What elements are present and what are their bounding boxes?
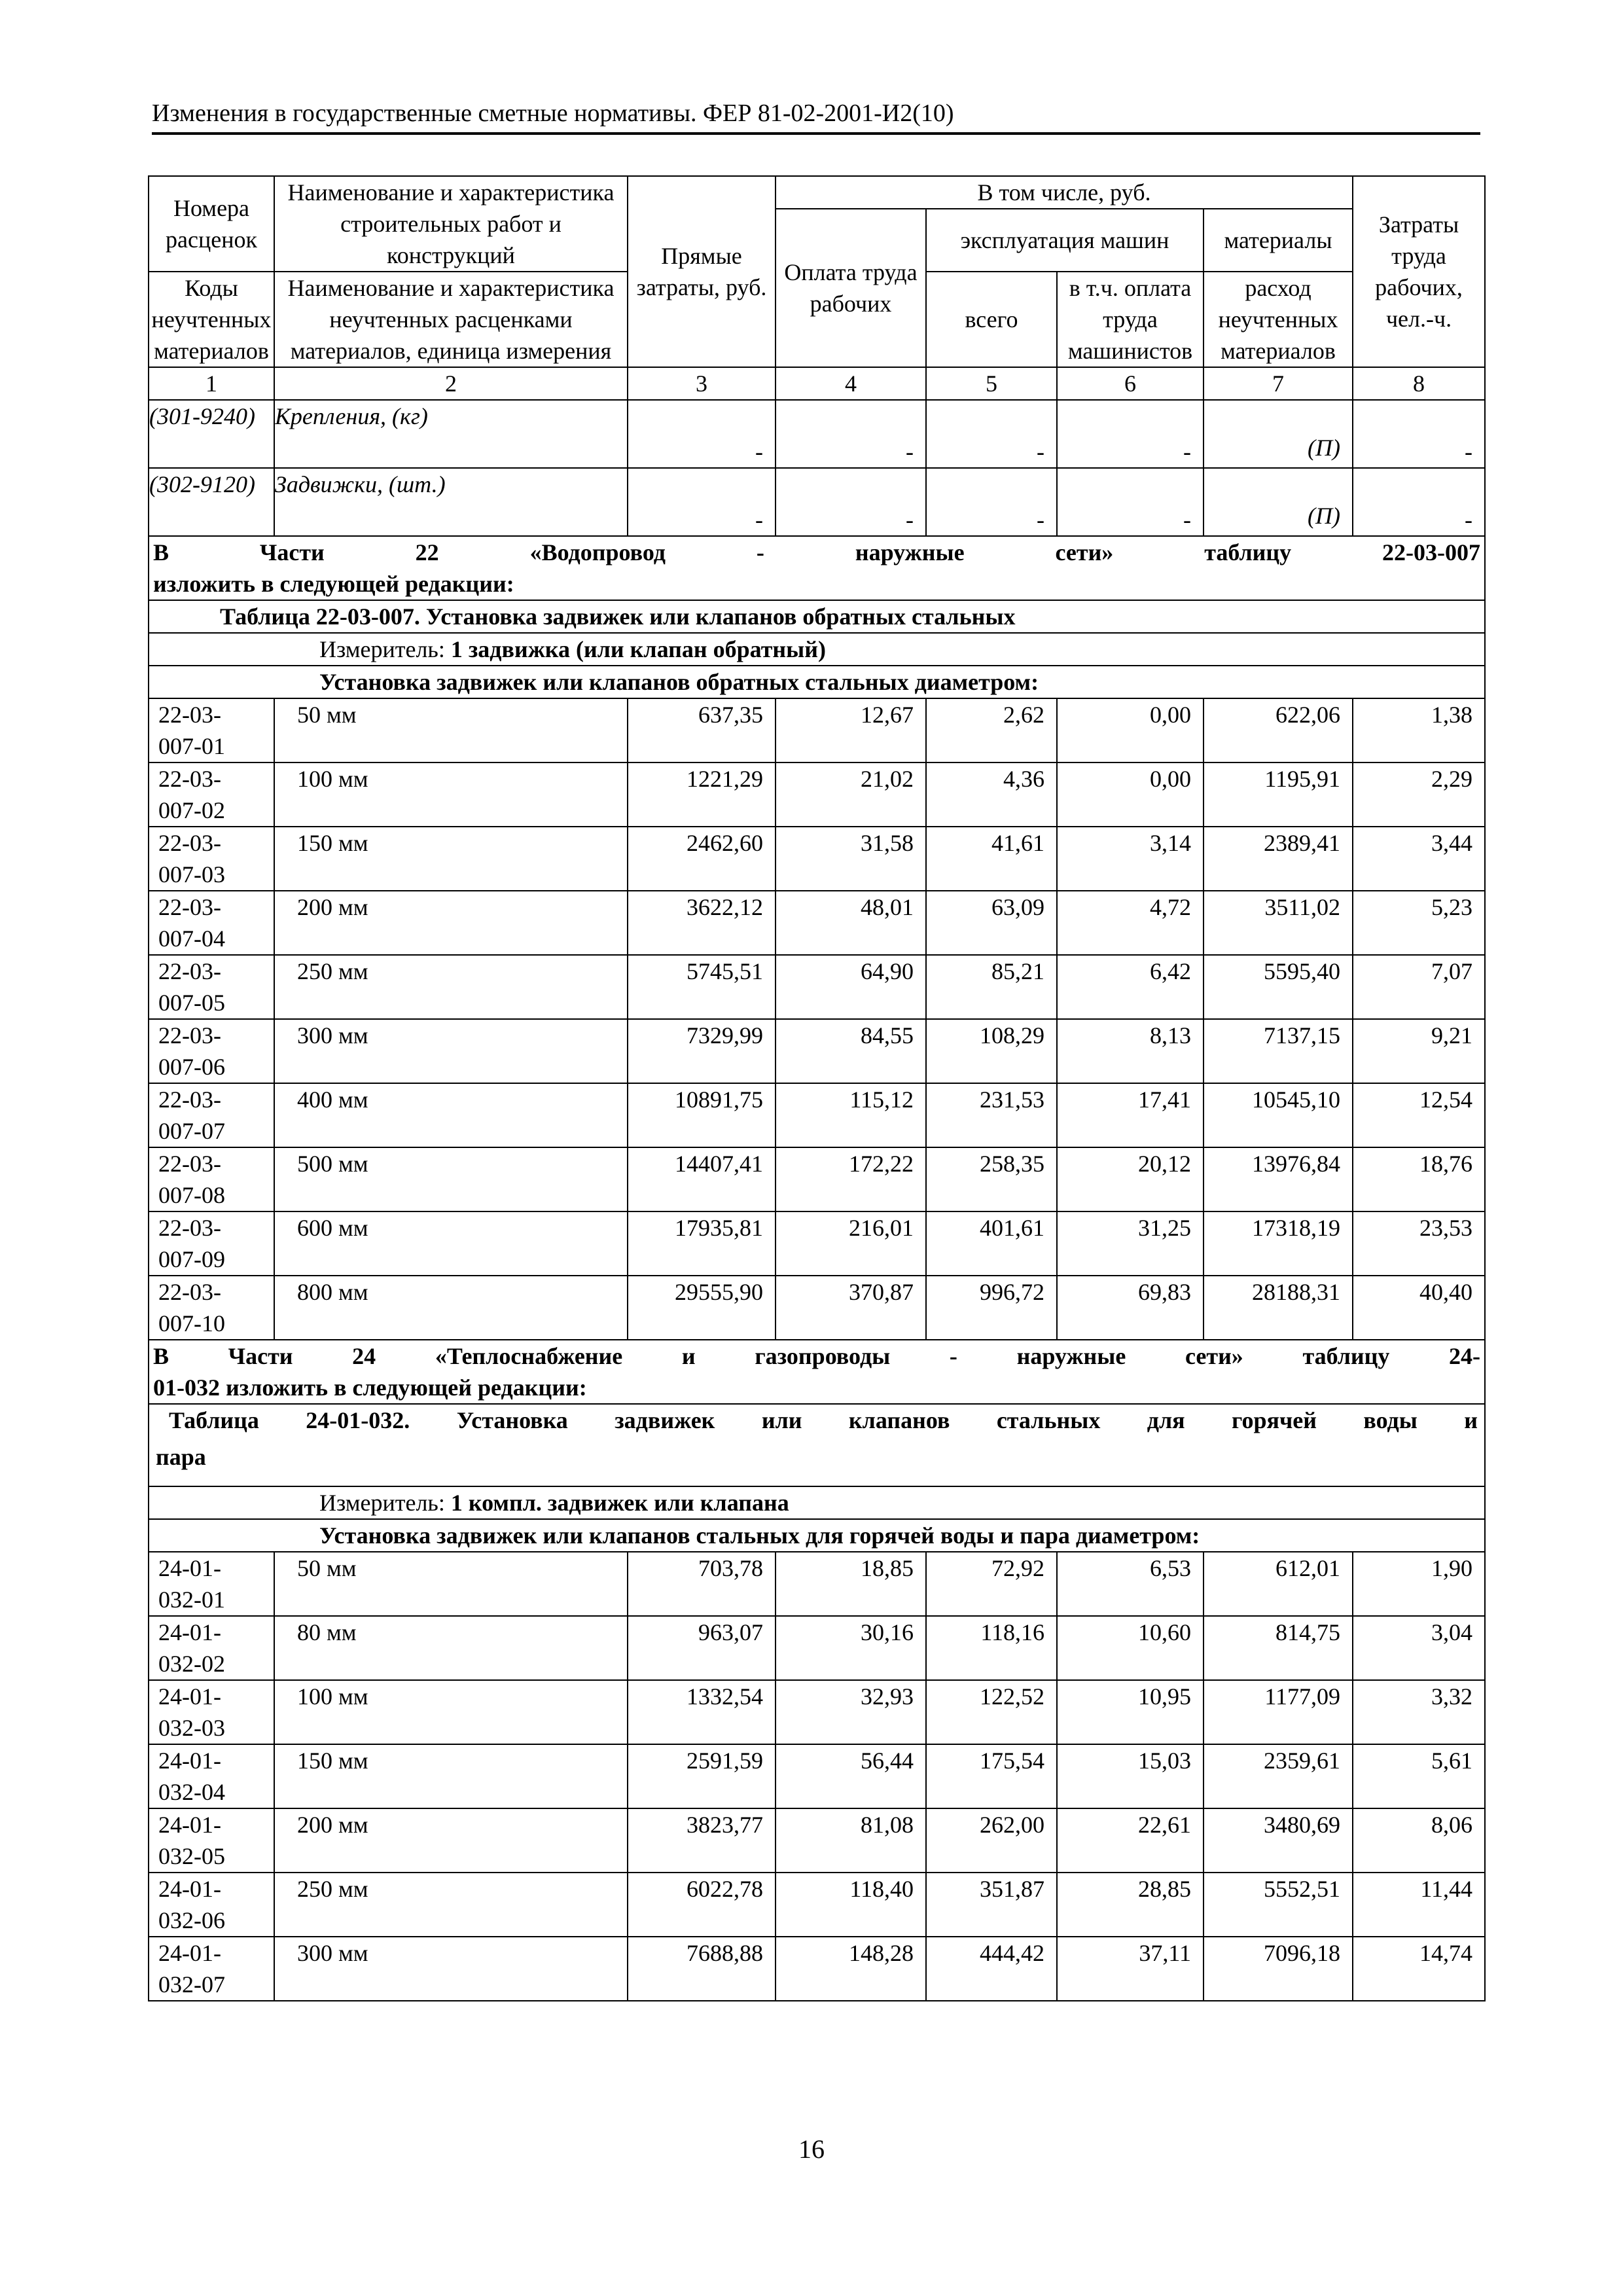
cell-c5: 4,36 — [926, 762, 1057, 827]
cell-c8: - — [1353, 468, 1485, 536]
cell-c3: 1332,54 — [628, 1680, 776, 1744]
cell-c3: 29555,90 — [628, 1276, 776, 1340]
rate-code-part1: 24-01- — [158, 1555, 221, 1581]
rate-code-part1: 22-03- — [158, 830, 221, 856]
table-row — [149, 1019, 1485, 1083]
cell-c6: 10,60 — [1057, 1616, 1204, 1680]
measure-value: 1 задвижка (или клапан обратный) — [450, 636, 826, 662]
cell-c4: - — [776, 400, 926, 468]
cell-c3: 637,35 — [628, 698, 776, 762]
table-24-measure-row — [149, 1486, 1485, 1519]
cell-c5: 72,92 — [926, 1552, 1057, 1616]
cell-c7: 3480,69 — [1204, 1808, 1353, 1873]
cell-c3: 17935,81 — [628, 1211, 776, 1276]
cell-c4: 56,44 — [776, 1744, 926, 1808]
cell-c5: 175,54 — [926, 1744, 1057, 1808]
rate-code — [149, 1808, 274, 1873]
col-2-bottom: Наименование и характеристика неучтенных расценками материалов, единица измерения — [274, 272, 628, 367]
work-name: 80 мм — [274, 1616, 628, 1680]
cell-c3: 5745,51 — [628, 955, 776, 1019]
rate-code-part2: 007-03 — [158, 861, 225, 888]
table-row — [149, 1680, 1485, 1744]
cell-c6: 3,14 — [1057, 827, 1204, 891]
cell-c6: 6,42 — [1057, 955, 1204, 1019]
cell-c5: 122,52 — [926, 1680, 1057, 1744]
cell-c8: 5,61 — [1353, 1744, 1485, 1808]
rate-code-part1: 22-03- — [158, 894, 221, 920]
cell-c6: 0,00 — [1057, 762, 1204, 827]
col-5-head: всего — [926, 272, 1057, 367]
cell-c6: 8,13 — [1057, 1019, 1204, 1083]
rate-code-part1: 24-01- — [158, 1876, 221, 1902]
cell-c7: 2389,41 — [1204, 827, 1353, 891]
table-row — [149, 1808, 1485, 1873]
table-row — [149, 1147, 1485, 1211]
rate-code — [149, 698, 274, 762]
column-number: 1 — [149, 367, 274, 400]
cell-c6: 69,83 — [1057, 1276, 1204, 1340]
rate-code-part1: 24-01- — [158, 1748, 221, 1774]
page-header: Изменения в государственные сметные нормативы. ФЕР 81-02-2001-И2(10) — [152, 97, 1480, 135]
cell-c6: 0,00 — [1057, 698, 1204, 762]
rate-code-part2: 032-05 — [158, 1843, 225, 1869]
rate-code-part2: 032-03 — [158, 1715, 225, 1741]
cell-c5: - — [926, 468, 1057, 536]
table-22-measure-row — [149, 633, 1485, 666]
cell-c4: 31,58 — [776, 827, 926, 891]
table-24-group-title: Установка задвижек или клапанов стальных для горячей воды и пара диаметром: — [319, 1522, 1200, 1549]
cell-c7: 612,01 — [1204, 1552, 1353, 1616]
table-22-title-row — [149, 600, 1485, 633]
cell-c8: 1,90 — [1353, 1552, 1485, 1616]
rate-code-part2: 007-01 — [158, 733, 225, 759]
work-name: 800 мм — [274, 1276, 628, 1340]
cell-c3: 3823,77 — [628, 1808, 776, 1873]
cell-c8: 5,23 — [1353, 891, 1485, 955]
cell-c7: 814,75 — [1204, 1616, 1353, 1680]
material-name: Задвижки, (шт.) — [274, 468, 628, 536]
table-row — [149, 955, 1485, 1019]
cell-c8: 7,07 — [1353, 955, 1485, 1019]
rate-code — [149, 1552, 274, 1616]
cell-c3: 10891,75 — [628, 1083, 776, 1147]
material-code: (302-9120) — [149, 468, 274, 536]
rate-code — [149, 827, 274, 891]
column-number: 2 — [274, 367, 628, 400]
col-1-top: Номера расценок — [149, 176, 274, 272]
cell-c7: 3511,02 — [1204, 891, 1353, 955]
table-row — [149, 698, 1485, 762]
cell-c4: 64,90 — [776, 955, 926, 1019]
column-number: 5 — [926, 367, 1057, 400]
section-22-instruction-line2: изложить в следующей редакции: — [153, 571, 514, 597]
cell-c5: 262,00 — [926, 1808, 1057, 1873]
cell-c3: 703,78 — [628, 1552, 776, 1616]
cell-c5: 231,53 — [926, 1083, 1057, 1147]
table-22-group-title: Установка задвижек или клапанов обратных стальных диаметром: — [149, 666, 1485, 698]
cell-c3: 7688,88 — [628, 1937, 776, 2001]
cell-c7: 1177,09 — [1204, 1680, 1353, 1744]
rate-code-part1: 22-03- — [158, 1022, 221, 1049]
cell-c4: 84,55 — [776, 1019, 926, 1083]
table-row — [149, 1276, 1485, 1340]
cell-c3: - — [628, 468, 776, 536]
cell-c5: 85,21 — [926, 955, 1057, 1019]
work-name: 50 мм — [274, 698, 628, 762]
rate-code-part2: 032-02 — [158, 1651, 225, 1677]
rate-code-part1: 22-03- — [158, 1215, 221, 1241]
machines-head: эксплуатация машин — [926, 209, 1204, 272]
cell-c7: 10545,10 — [1204, 1083, 1353, 1147]
work-name: 200 мм — [274, 1808, 628, 1873]
cell-c4: 172,22 — [776, 1147, 926, 1211]
work-name: 300 мм — [274, 1019, 628, 1083]
section-24-instruction-line1: В Части 24 «Теплоснабжение и газопроводы - наружные сети» таблицу 24- — [153, 1343, 1481, 1369]
rate-code-part2: 007-02 — [158, 797, 225, 823]
column-number: 8 — [1353, 367, 1485, 400]
cell-c5: 351,87 — [926, 1873, 1057, 1937]
table-row — [149, 891, 1485, 955]
rate-code — [149, 1680, 274, 1744]
cell-c7: 7137,15 — [1204, 1019, 1353, 1083]
cell-c7: 5552,51 — [1204, 1873, 1353, 1937]
table-row — [149, 1083, 1485, 1147]
cell-c3: 2462,60 — [628, 827, 776, 891]
rate-code-part1: 22-03- — [158, 958, 221, 984]
table-row — [149, 1616, 1485, 1680]
cell-c4: 12,67 — [776, 698, 926, 762]
cell-c8: 23,53 — [1353, 1211, 1485, 1276]
work-name: 600 мм — [274, 1211, 628, 1276]
measure-label: Измеритель: — [319, 636, 451, 662]
cell-c6: 20,12 — [1057, 1147, 1204, 1211]
cell-c4: - — [776, 468, 926, 536]
cell-c4: 216,01 — [776, 1211, 926, 1276]
cell-c5: 996,72 — [926, 1276, 1057, 1340]
cell-c7: (П) — [1204, 400, 1353, 468]
rate-code — [149, 1616, 274, 1680]
rate-code — [149, 1083, 274, 1147]
rate-code-part2: 007-10 — [158, 1310, 225, 1336]
rate-code-part1: 22-03- — [158, 1279, 221, 1305]
material-code: (301-9240) — [149, 400, 274, 468]
table-22-group-row — [149, 666, 1485, 698]
table-row — [149, 762, 1485, 827]
rate-code — [149, 1211, 274, 1276]
page-number: 16 — [798, 2134, 825, 2164]
cell-c6: 4,72 — [1057, 891, 1204, 955]
cell-c6: 37,11 — [1057, 1937, 1204, 2001]
cell-c8: 14,74 — [1353, 1937, 1485, 2001]
cell-c7: 28188,31 — [1204, 1276, 1353, 1340]
cell-c6: 6,53 — [1057, 1552, 1204, 1616]
cell-c8: 8,06 — [1353, 1808, 1485, 1873]
cell-c6: 15,03 — [1057, 1744, 1204, 1808]
work-name: 150 мм — [274, 1744, 628, 1808]
material-name: Крепления, (кг) — [274, 400, 628, 468]
section-24-instruction — [149, 1340, 1485, 1404]
column-number: 3 — [628, 367, 776, 400]
table-row — [149, 1744, 1485, 1808]
rate-code-part2: 032-07 — [158, 1971, 225, 1998]
table-row — [149, 1552, 1485, 1616]
cell-c7: 1195,91 — [1204, 762, 1353, 827]
cell-c7: 5595,40 — [1204, 955, 1353, 1019]
cell-c4: 32,93 — [776, 1680, 926, 1744]
rate-code-part1: 22-03- — [158, 702, 221, 728]
rate-code-part1: 24-01- — [158, 1683, 221, 1710]
work-name: 50 мм — [274, 1552, 628, 1616]
cell-c8: 3,04 — [1353, 1616, 1485, 1680]
cell-c6: 10,95 — [1057, 1680, 1204, 1744]
rate-code-part2: 032-06 — [158, 1907, 225, 1933]
rate-code-part2: 007-05 — [158, 990, 225, 1016]
table-24-title-line2: пара — [156, 1444, 206, 1470]
rate-code-part2: 007-09 — [158, 1246, 225, 1272]
cell-c8: - — [1353, 400, 1485, 468]
cell-c5: 118,16 — [926, 1616, 1057, 1680]
cell-c6: - — [1057, 468, 1204, 536]
cell-c4: 370,87 — [776, 1276, 926, 1340]
cell-c5: 2,62 — [926, 698, 1057, 762]
cell-c5: 41,61 — [926, 827, 1057, 891]
material-row — [149, 468, 1485, 536]
cell-c6: 22,61 — [1057, 1808, 1204, 1873]
column-number: 6 — [1057, 367, 1204, 400]
work-name: 400 мм — [274, 1083, 628, 1147]
cell-c4: 18,85 — [776, 1552, 926, 1616]
table-24-title-row — [149, 1404, 1485, 1486]
cell-c8: 12,54 — [1353, 1083, 1485, 1147]
material-row — [149, 400, 1485, 468]
rates-table — [148, 175, 1486, 2001]
cell-c8: 2,29 — [1353, 762, 1485, 827]
cell-c8: 18,76 — [1353, 1147, 1485, 1211]
cell-c7: 622,06 — [1204, 698, 1353, 762]
cell-c4: 81,08 — [776, 1808, 926, 1873]
rate-code — [149, 762, 274, 827]
cell-c6: 31,25 — [1057, 1211, 1204, 1276]
rate-code — [149, 1873, 274, 1937]
col-6-head: в т.ч. оплата труда машинистов — [1057, 272, 1204, 367]
cell-c5: 258,35 — [926, 1147, 1057, 1211]
cell-c3: 3622,12 — [628, 891, 776, 955]
column-numbers-row — [149, 367, 1485, 400]
work-name: 100 мм — [274, 762, 628, 827]
cell-c8: 3,32 — [1353, 1680, 1485, 1744]
cell-c6: - — [1057, 400, 1204, 468]
rate-code-part2: 007-07 — [158, 1118, 225, 1144]
table-24-group-row — [149, 1519, 1485, 1552]
cell-c3: 1221,29 — [628, 762, 776, 827]
rate-code — [149, 1019, 274, 1083]
work-name: 100 мм — [274, 1680, 628, 1744]
header-row-1 — [149, 176, 1485, 209]
cell-c4: 48,01 — [776, 891, 926, 955]
cell-c4: 148,28 — [776, 1937, 926, 2001]
cell-c7: 17318,19 — [1204, 1211, 1353, 1276]
cell-c7: (П) — [1204, 468, 1353, 536]
rate-code-part1: 24-01- — [158, 1940, 221, 1966]
work-name: 250 мм — [274, 1873, 628, 1937]
cell-c4: 30,16 — [776, 1616, 926, 1680]
cell-c3: 6022,78 — [628, 1873, 776, 1937]
section-22-instruction — [149, 536, 1485, 600]
section-24-instruction-line2: 01-032 изложить в следующей редакции: — [153, 1374, 587, 1401]
col-7-head: расход неучтенных материалов — [1204, 272, 1353, 367]
rate-code-part1: 24-01- — [158, 1812, 221, 1838]
measure-label: Измеритель: — [319, 1490, 451, 1516]
cell-c8: 1,38 — [1353, 698, 1485, 762]
cell-c4: 115,12 — [776, 1083, 926, 1147]
col-8-head: Затраты труда рабочих, чел.-ч. — [1353, 176, 1485, 367]
work-name: 150 мм — [274, 827, 628, 891]
col-3-head: Прямые затраты, руб. — [628, 176, 776, 367]
cell-c5: 401,61 — [926, 1211, 1057, 1276]
table-22-title: Таблица 22-03-007. Установка задвижек или клапанов обратных стальных — [149, 600, 1485, 633]
column-number: 4 — [776, 367, 926, 400]
section-22-instruction-line1: В Части 22 «Водопровод - наружные сети» таблицу 22-03-007 — [153, 539, 1481, 565]
work-name: 300 мм — [274, 1937, 628, 2001]
table-row — [149, 1937, 1485, 2001]
table-row — [149, 1873, 1485, 1937]
col-group-head: В том числе, руб. — [776, 176, 1353, 209]
rate-code — [149, 1147, 274, 1211]
rate-code — [149, 955, 274, 1019]
rate-code — [149, 891, 274, 955]
col-4-head: Оплата труда рабочих — [776, 209, 926, 367]
rate-code-part1: 24-01- — [158, 1619, 221, 1645]
rate-code-part2: 007-06 — [158, 1054, 225, 1080]
cell-c5: 63,09 — [926, 891, 1057, 955]
cell-c7: 2359,61 — [1204, 1744, 1353, 1808]
col-2-top: Наименование и характеристика строительных работ и конструкций — [274, 176, 628, 272]
cell-c5: - — [926, 400, 1057, 468]
rate-code-part1: 22-03- — [158, 1151, 221, 1177]
measure-value: 1 компл. задвижек или клапана — [450, 1490, 789, 1516]
rate-code — [149, 1744, 274, 1808]
cell-c3: - — [628, 400, 776, 468]
cell-c3: 7329,99 — [628, 1019, 776, 1083]
cell-c3: 14407,41 — [628, 1147, 776, 1211]
cell-c6: 17,41 — [1057, 1083, 1204, 1147]
table-24-title-line1: Таблица 24-01-032. Установка задвижек или клапанов стальных для горячей воды и — [169, 1407, 1478, 1433]
rate-code-part1: 22-03- — [158, 766, 221, 792]
cell-c8: 3,44 — [1353, 827, 1485, 891]
cell-c8: 9,21 — [1353, 1019, 1485, 1083]
rate-code-part2: 032-04 — [158, 1779, 225, 1805]
materials-head: материалы — [1204, 209, 1353, 272]
cell-c3: 2591,59 — [628, 1744, 776, 1808]
work-name: 200 мм — [274, 891, 628, 955]
cell-c5: 108,29 — [926, 1019, 1057, 1083]
work-name: 250 мм — [274, 955, 628, 1019]
cell-c8: 40,40 — [1353, 1276, 1485, 1340]
cell-c6: 28,85 — [1057, 1873, 1204, 1937]
cell-c4: 21,02 — [776, 762, 926, 827]
cell-c8: 11,44 — [1353, 1873, 1485, 1937]
cell-c7: 13976,84 — [1204, 1147, 1353, 1211]
cell-c7: 7096,18 — [1204, 1937, 1353, 2001]
rate-code — [149, 1276, 274, 1340]
rate-code-part2: 007-08 — [158, 1182, 225, 1208]
column-number: 7 — [1204, 367, 1353, 400]
table-row — [149, 1211, 1485, 1276]
table-row — [149, 827, 1485, 891]
cell-c4: 118,40 — [776, 1873, 926, 1937]
cell-c5: 444,42 — [926, 1937, 1057, 2001]
rate-code-part1: 22-03- — [158, 1086, 221, 1113]
col-1-bottom: Коды неучтенных материалов — [149, 272, 274, 367]
rate-code-part2: 032-01 — [158, 1587, 225, 1613]
rate-code-part2: 007-04 — [158, 925, 225, 952]
rate-code — [149, 1937, 274, 2001]
work-name: 500 мм — [274, 1147, 628, 1211]
cell-c3: 963,07 — [628, 1616, 776, 1680]
